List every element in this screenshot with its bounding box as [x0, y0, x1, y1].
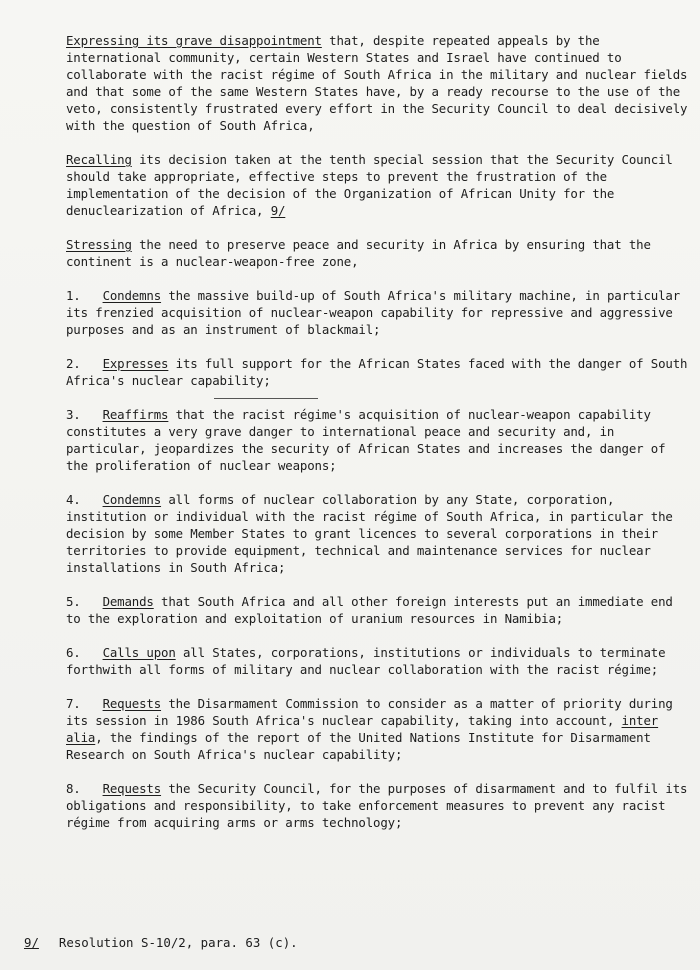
operative-paragraph-6	[24, 644, 692, 678]
operative-paragraph-3	[24, 406, 692, 474]
operative-paragraph-5	[24, 593, 692, 627]
operative-lead: Expresses	[102, 356, 169, 371]
operative-body: the massive build-up of South Africa's military machine, in particular its frenzied acquisition of nuclear-weapon capability for repressive and aggressive purposes and as an instrument of blackmail;	[66, 288, 681, 337]
operative-lead: Requests	[102, 696, 162, 711]
operative-body: that the racist régime's acquisition of nuclear-weapon capability constitutes a very grave danger to international peace and security and, in particular, jeopardizes the security of African States and increases the danger of the proliferation of nuclear weapons;	[66, 407, 666, 473]
operative-paragraph-1	[24, 287, 692, 338]
preamble-lead: Expressing its grave disappointment	[66, 33, 322, 48]
preamble-paragraph-3	[24, 236, 692, 270]
footnote-reference: 9/	[270, 203, 286, 218]
preamble-lead: Stressing	[66, 237, 132, 252]
paragraph-number: 1.	[66, 288, 81, 303]
paragraph-number: 8.	[66, 781, 81, 796]
operative-body: all forms of nuclear collaboration by any State, corporation, institution or individual with the racist régime of South Africa, in particular the decision by some Member States to grant licences to several corporations in their territories to provide equipment, technical and maintenance services for nuclear installations in South Africa;	[66, 492, 673, 575]
footnote-mark: 9/	[24, 935, 39, 950]
preamble-body: the need to preserve peace and security in Africa by ensuring that the continent is a nuclear-weapon-free zone,	[66, 237, 651, 269]
paragraph-number: 3.	[66, 407, 81, 422]
operative-paragraph-2	[24, 355, 692, 389]
preamble-paragraph-1	[24, 32, 692, 134]
operative-body-cont: , the findings of the report of the United Nations Institute for Disarmament Research on South Africa's nuclear capability;	[66, 730, 651, 762]
preamble-body: its decision taken at the tenth special session that the Security Council should take appropriate, effective steps to prevent the frustration of the implementation of the decision of the Organization of African Unity for the denuclearization of Africa,	[66, 152, 673, 218]
operative-lead: Requests	[102, 781, 162, 796]
operative-lead: Reaffirms	[102, 407, 169, 422]
latin-phrase: inter alia	[66, 713, 659, 745]
operative-lead: Demands	[102, 594, 154, 609]
operative-body: all States, corporations, institutions or individuals to terminate forthwith all forms of military and nuclear collaboration with the racist régime;	[66, 645, 666, 677]
operative-lead: Calls upon	[102, 645, 176, 660]
operative-body: the Security Council, for the purposes of disarmament and to fulfil its obligations and responsibility, to take enforcement measures to prevent any racist régime from acquiring arms or arms technology;	[66, 781, 688, 830]
paragraph-number: 4.	[66, 492, 81, 507]
paragraph-number: 2.	[66, 356, 81, 371]
resolution-text	[24, 32, 692, 848]
operative-paragraph-7	[24, 695, 692, 763]
stray-rule-line	[214, 398, 318, 399]
footnote	[24, 934, 298, 951]
paragraph-number: 6.	[66, 645, 81, 660]
paragraph-number: 7.	[66, 696, 81, 711]
preamble-paragraph-2	[24, 151, 692, 219]
operative-body: its full support for the African States faced with the danger of South Africa's nuclear capability;	[66, 356, 688, 388]
operative-body: that South Africa and all other foreign interests put an immediate end to the exploration and exploitation of uranium resources in Namibia;	[66, 594, 673, 626]
preamble-body: that, despite repeated appeals by the international community, certain Western States and Israel have continued to collaborate with the racist régime of South Africa in the military and nuclear fields and that some of the same Western States have, by a ready recourse to the use of the veto, consistently frustrated every effort in the Security Council to deal decisively with the question of South Africa,	[66, 33, 688, 133]
operative-paragraph-4	[24, 491, 692, 576]
preamble-lead: Recalling	[66, 152, 132, 167]
operative-paragraph-8	[24, 780, 692, 831]
operative-body: the Disarmament Commission to consider as a matter of priority during its session in 1986 South Africa's nuclear capability, taking into account,	[66, 696, 673, 728]
operative-lead: Condemns	[102, 492, 162, 507]
operative-lead: Condemns	[102, 288, 162, 303]
paragraph-number: 5.	[66, 594, 81, 609]
footnote-text: Resolution S-10/2, para. 63 (c).	[58, 935, 298, 950]
